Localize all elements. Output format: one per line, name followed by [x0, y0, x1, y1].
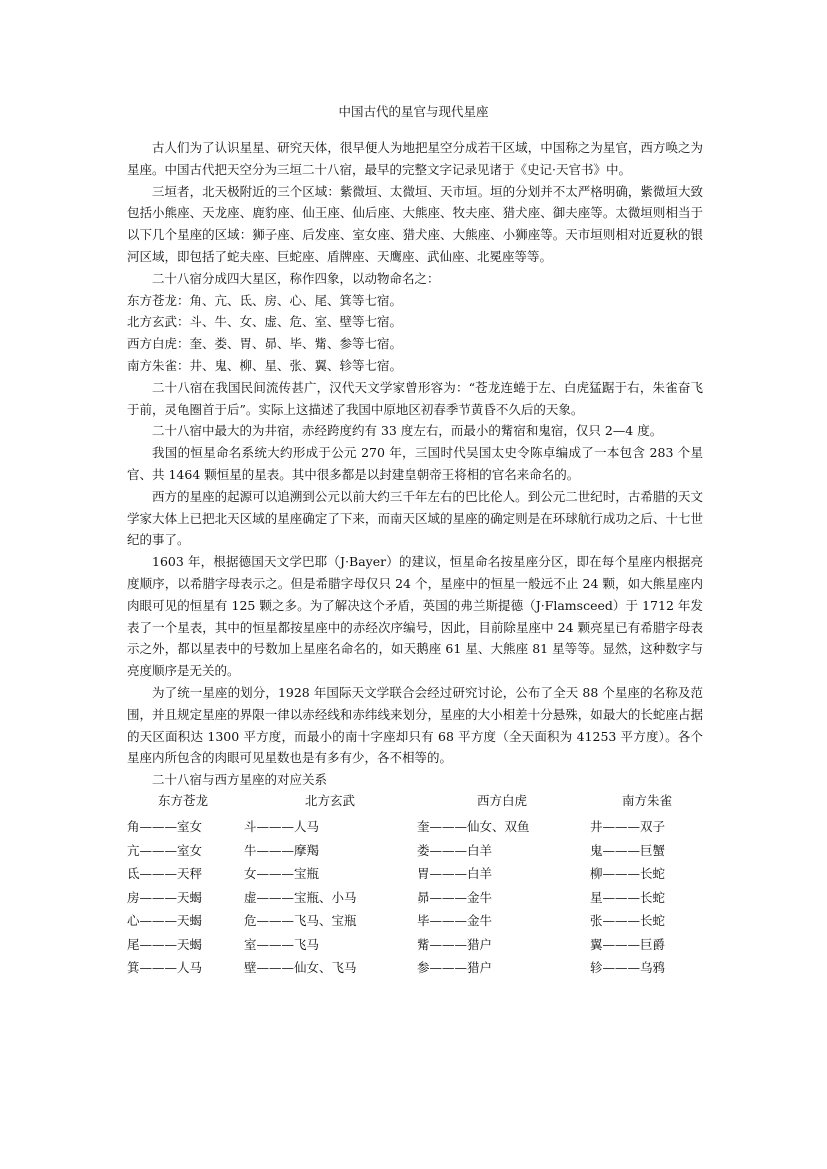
paragraph: 南方朱雀：井、鬼、柳、星、张、翼、轸等七宿。: [127, 357, 403, 373]
paragraph: 西方白虎：奎、娄、胃、昴、毕、觜、参等七宿。: [127, 336, 403, 352]
paragraph: 北方玄武：斗、牛、女、虚、危、室、壁等七宿。: [127, 314, 403, 330]
column-header: 东方苍龙: [158, 793, 209, 808]
table-cell: 室———飞马: [244, 936, 320, 952]
paragraph: 为了统一星座的划分，1928 年国际天文学联合会经过研究讨论，公布了全天 88 个星座的名称及范围，并且规定星座的界限一律以赤经线和赤纬线来划分，星座的大小相差十分悬殊，如最大的长蛇座占据的天区面积达 1300 平方度，而最小的南十字座却只有 68 平方度（全天面积为 41253 平方度）。各个星座内所包含的肉眼可见星数也是有多有少，各不相等的。: [127, 684, 703, 766]
table-cell: 昴———金牛: [417, 889, 493, 905]
correspondence-table: [127, 791, 727, 982]
table-cell: 牛———摩羯: [244, 842, 320, 858]
table-cell: 井———双子: [590, 819, 666, 834]
table-caption: 二十八宿与西方星座的对应关系: [152, 772, 328, 788]
table-cell: 参———猎户: [417, 960, 493, 975]
table-cell: 尾———天蝎: [127, 936, 203, 952]
table-row: [127, 888, 727, 912]
table-cell: 女———宝瓶: [244, 866, 320, 881]
table-row: [127, 817, 727, 841]
table-row: [127, 958, 727, 982]
table-cell: 亢———室女: [127, 842, 203, 858]
table-cell: 箕———人马: [127, 960, 203, 975]
table-cell: 氐———天秤: [127, 866, 203, 881]
table-cell: 角———室女: [127, 819, 203, 834]
table-cell: 柳———长蛇: [590, 866, 666, 881]
table-cell: 胃———白羊: [417, 866, 493, 881]
paragraph: 二十八宿在我国民间流传甚广，汉代天文学家曾形容为：“苍龙连蜷于左、白虎猛踞于右，朱雀奋飞于前，灵龟圈首于后”。实际上这描述了我国中原地区初春季节黄昏不久后的天象。: [127, 379, 703, 417]
paragraph: 1603 年，根据德国天文学巴耶（J·Bayer）的建议，恒星命名按星座分区，即在每个星座内根据亮度顺序，以希腊字母表示之。但是希腊字母仅只 24 个，星座中的恒星一般远不止 24 颗，如大熊星座内肉眼可见的恒星有 125 颗之多。为了解决这个矛盾，英国的弗兰斯提德（J·Flamsceed）于 1712 年发表了一个星表，其中的恒星都按星座中的赤经次序编号，因此，目前除星座中 24 颗亮星已有希腊字母表示之外，都以星表中的号数加上星座名命名的，如天鹅座 61 星、大熊座 81 星等等。显然，这种数字与亮度顺序是无关的。: [127, 554, 703, 679]
table-header-row: [127, 791, 727, 817]
paragraph: 古人们为了认识星星、研究天体，很早便人为地把星空分成若干区域，中国称之为星官，西方唤之为星座。中国古代把天空分为三垣二十八宿，最早的完整文字记录见诸于《史记·天官书》中。: [127, 140, 703, 177]
paragraph: 西方的星座的起源可以追溯到公元以前大约三千年左右的巴比伦人。到公元二世纪时，古希腊的天文学家大体上已把北天区域的星座确定了下来，而南天区域的星座的确定则是在环球航行成功之后、十七世纪的事了。: [127, 488, 703, 548]
paragraph: 我国的恒星命名系统大约形成于公元 270 年，三国时代吴国太史令陈卓编成了一本包含 283 个星官、共 1464 颗恒星的星表。其中很多都是以封建皇朝帝王将相的官名来命名的。: [127, 445, 703, 482]
paragraph: 二十八宿分成四大星区，称作四象，以动物命名之：: [152, 270, 440, 286]
table-row: [127, 864, 727, 888]
table-cell: 觜———猎户: [417, 936, 493, 952]
paragraph: 东方苍龙：角、亢、氐、房、心、尾、箕等七宿。: [127, 292, 403, 308]
table-cell: 鬼———巨蟹: [590, 842, 666, 858]
paragraph: 三垣者，北天极附近的三个区域：紫微垣、太微垣、天市垣。垣的分划并不太严格明确，紫微垣大致包括小熊座、天龙座、鹿豹座、仙王座、仙后座、大熊座、牧夫座、猎犬座、御夫座等。太微垣则相当于以下几个星座的区域：狮子座、后发座、室女座、猎犬座、大熊座、小狮座等。天市垣则相对近夏秋的银河区域，即包括了蛇夫座、巨蛇座、盾牌座、天鹰座、武仙座、北冕座等等。: [127, 183, 703, 264]
table-cell: 毕———金牛: [417, 913, 493, 928]
table-row: [127, 911, 727, 935]
table-cell: 房———天蝎: [127, 889, 203, 905]
column-header: 北方玄武: [305, 793, 356, 808]
table-cell: 张———长蛇: [590, 913, 666, 928]
table-row: [127, 935, 727, 959]
table-cell: 斗———人马: [244, 819, 320, 834]
document-title: 中国古代的星官与现代星座: [338, 104, 489, 119]
table-cell: 娄———白羊: [417, 842, 493, 858]
table-cell: 星———长蛇: [590, 889, 666, 905]
column-header: 南方朱雀: [622, 793, 673, 808]
table-cell: 壁———仙女、飞马: [244, 960, 357, 975]
table-cell: 翼———巨爵: [590, 936, 666, 952]
table-cell: 危———飞马、宝瓶: [244, 913, 357, 928]
table-cell: 奎———仙女、双鱼: [417, 819, 530, 834]
document-body: [127, 137, 703, 791]
table-cell: 虚———宝瓶、小马: [244, 889, 357, 905]
column-header: 西方白虎: [477, 793, 528, 808]
paragraph: 二十八宿中最大的为井宿，赤经跨度约有 33 度左右，而最小的觜宿和鬼宿，仅只 2—4 度。: [152, 423, 663, 439]
table-cell: 轸———乌鸦: [590, 960, 666, 975]
table-cell: 心———天蝎: [127, 913, 203, 928]
table-row: [127, 841, 727, 865]
